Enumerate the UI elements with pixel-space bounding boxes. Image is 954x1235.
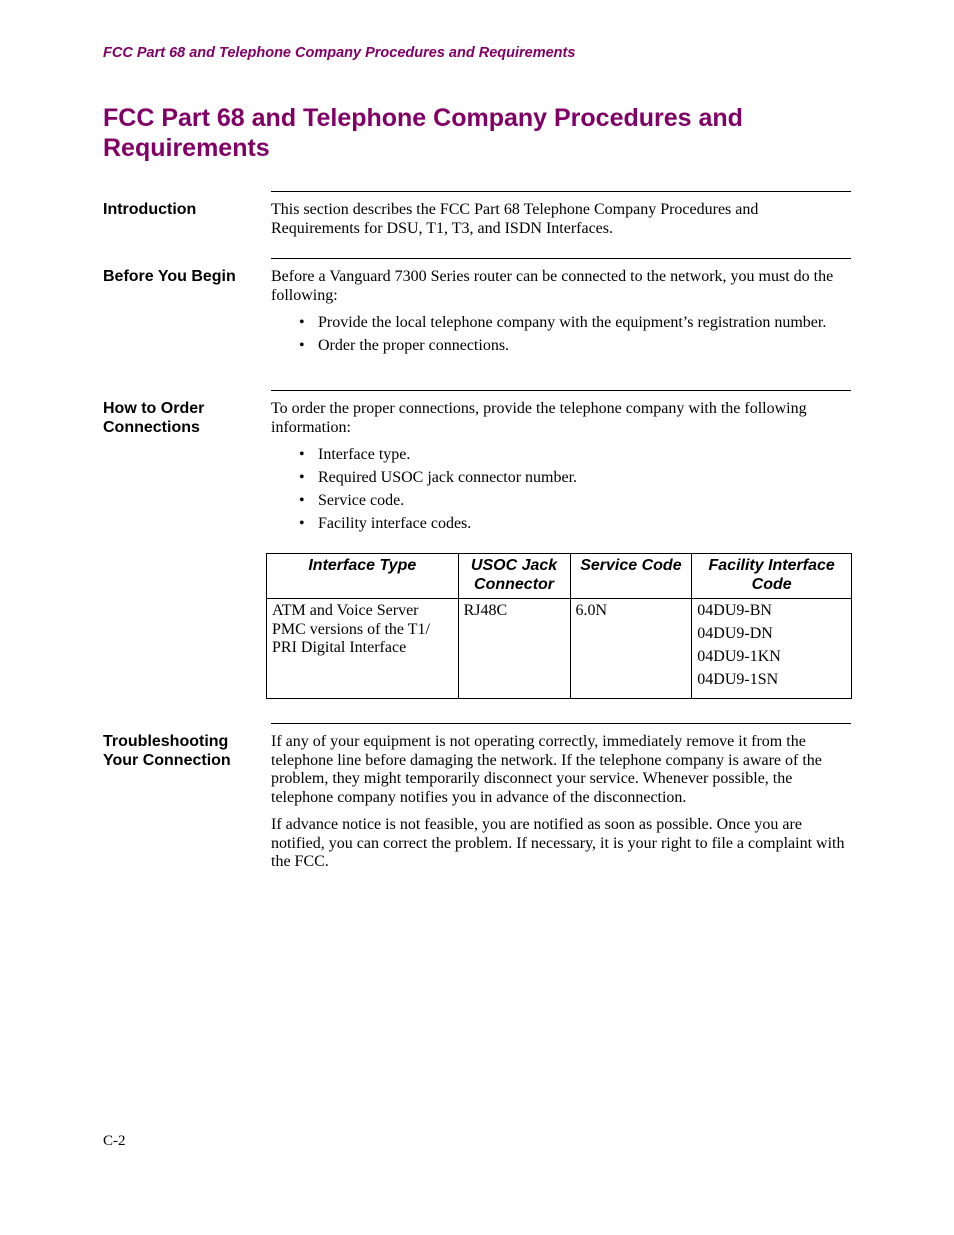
troubleshooting-paragraph: If advance notice is not feasible, you are notified as soon as possible. Once you are notified, you can correct the problem. If necessary, it is your right to file a complaint with the FCC.	[271, 816, 845, 870]
introduction-heading: Introduction	[103, 201, 197, 218]
table-row	[267, 599, 852, 699]
facility-code: 04DU9-1KN	[697, 648, 781, 665]
list-item: • Required USOC jack connector number.	[299, 469, 578, 486]
how-to-order-list	[271, 446, 851, 534]
troubleshooting-paragraph: If any of your equipment is not operating correctly, immediately remove it from the telephone line before damaging the network. If the telephone company is aware of the problem, they might temporarily disconnect your service. Whenever possible, the telephone company notifies you in advance of the disconnection.	[271, 733, 822, 806]
list-item: • Order the proper connections.	[299, 337, 510, 354]
facility-code: 04DU9-1SN	[697, 671, 779, 688]
before-you-begin-list	[271, 314, 851, 356]
cell-interface-type: ATM and Voice Server PMC versions of the T1/ PRI Digital Interface	[267, 599, 459, 699]
header-interface-type: Interface Type	[267, 554, 459, 599]
before-you-begin-heading: Before You Begin	[103, 268, 236, 285]
troubleshooting-body	[271, 723, 851, 881]
how-to-order-text: To order the proper connections, provide the telephone company with the following information:	[271, 400, 807, 436]
cell-service-code: 6.0N	[570, 599, 692, 699]
facility-code: 04DU9-BN	[697, 602, 772, 619]
header-service-code: Service Code	[570, 554, 692, 599]
how-to-order-heading: How to Order Connections	[103, 400, 205, 436]
cell-usoc: RJ48C	[458, 599, 570, 699]
table-header-row	[267, 554, 852, 599]
list-item: • Service code.	[299, 492, 405, 509]
facility-code: 04DU9-DN	[697, 625, 773, 642]
header-usoc-jack: USOC Jack Connector	[458, 554, 570, 599]
before-you-begin-body	[271, 258, 851, 360]
list-item: • Interface type.	[299, 446, 411, 463]
how-to-order-body	[271, 390, 851, 538]
cell-facility-codes	[692, 599, 852, 699]
running-header: FCC Part 68 and Telephone Company Procedures and Requirements	[103, 45, 576, 61]
before-you-begin-text: Before a Vanguard 7300 Series router can be connected to the network, you must do the following:	[271, 268, 834, 304]
list-item: • Provide the local telephone company with the equipment’s registration number.	[299, 314, 827, 331]
page-number: C-2	[103, 1133, 126, 1149]
header-facility-interface-code: Facility Interface Code	[692, 554, 852, 599]
page-title: FCC Part 68 and Telephone Company Procedures and Requirements	[103, 104, 743, 162]
list-item: • Facility interface codes.	[299, 515, 472, 532]
introduction-body	[271, 191, 851, 247]
introduction-text: This section describes the FCC Part 68 Telephone Company Procedures and Requirements for DSU, T1, T3, and ISDN Interfaces.	[271, 201, 759, 237]
troubleshooting-heading: Troubleshooting Your Connection	[103, 733, 231, 769]
interface-table	[266, 553, 852, 699]
